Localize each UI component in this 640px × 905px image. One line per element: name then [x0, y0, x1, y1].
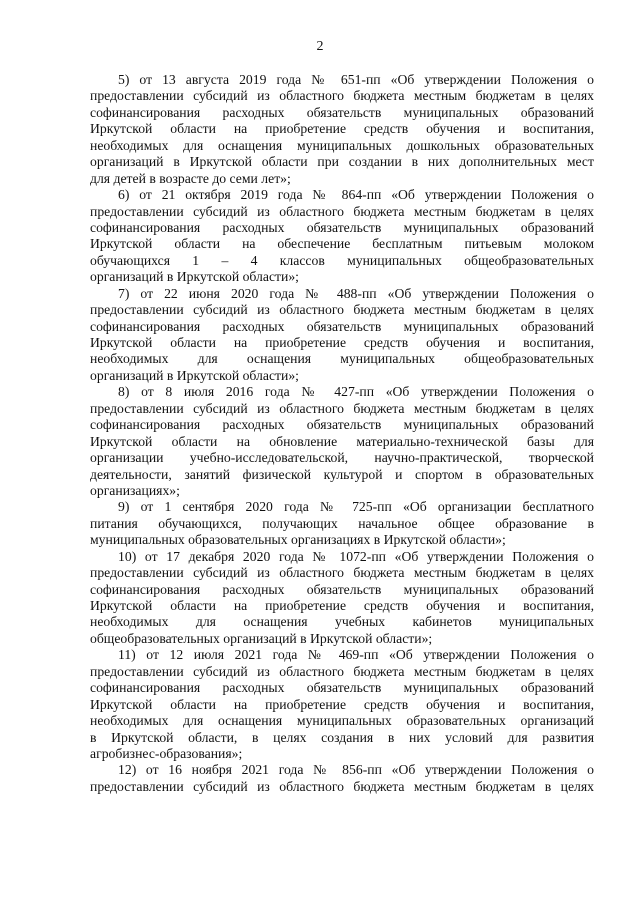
paragraph-line: общеобразовательных организаций в Иркутской области»;	[90, 630, 433, 646]
paragraph-line: софинансирования расходных обязательств муниципальных образований	[90, 680, 594, 696]
paragraph-line: предоставлении субсидий из областного бюджета местным бюджетам в целях	[90, 778, 594, 794]
paragraph-line: Иркутской области на приобретение средств обучения и воспитания,	[90, 598, 594, 613]
document-body	[90, 72, 594, 795]
list-item-paragraph	[90, 72, 594, 187]
paragraph-line: необходимых для оснащения учебных кабинетов муниципальных	[90, 614, 594, 630]
paragraph-line: деятельности, занятий физической культурой и спортом в образовательных	[90, 466, 594, 482]
paragraph-line: муниципальных образовательных организациях в Иркутской области»;	[90, 532, 506, 548]
page-number: 2	[316, 39, 324, 54]
paragraph-line: необходимых для оснащения муниципальных общеобразовательных	[90, 351, 594, 367]
paragraph-line: 5) от 13 августа 2019 года № 651-пп «Об утверждении Положения о	[118, 72, 594, 87]
paragraph-line: Иркутской области на обновление материально-технической базы для	[90, 433, 594, 449]
paragraph-line: питания обучающихся, получающих начальное общее образование в	[90, 515, 594, 531]
list-item-paragraph	[90, 762, 594, 795]
paragraph-line: предоставлении субсидий из областного бюджета местным бюджетам в целях	[90, 565, 594, 581]
paragraph-line: 12) от 16 ноября 2021 года № 856-пп «Об утверждении Положения о	[118, 762, 594, 778]
paragraph-line: организациях»;	[90, 482, 180, 498]
paragraph-line: 10) от 17 декабря 2020 года № 1072-пп «Об утверждении Положения о	[118, 548, 594, 564]
list-item-paragraph	[90, 549, 594, 648]
paragraph-line: организаций в Иркутской области»;	[90, 367, 299, 383]
paragraph-line: 6) от 21 октября 2019 года № 864-пп «Об утверждении Положения о	[118, 187, 594, 203]
list-item-paragraph	[90, 286, 594, 385]
paragraph-line: предоставлении субсидий из областного бюджета местным бюджетам в целях	[90, 302, 594, 318]
paragraph-line: 11) от 12 июля 2021 года № 469-пп «Об утверждении Положения о	[118, 647, 594, 663]
paragraph-line: 9) от 1 сентября 2020 года № 725-пп «Об организации бесплатного	[118, 499, 594, 515]
paragraph-line: софинансирования расходных обязательств муниципальных образований	[90, 104, 594, 120]
paragraph-line: организации учебно-исследовательской, научно-практической, творческой	[90, 450, 594, 466]
paragraph-line: предоставлении субсидий из областного бюджета местным бюджетам в целях	[90, 400, 594, 416]
paragraph-line: в Иркутской области, в целях создания в них условий для развития	[90, 729, 594, 745]
paragraph-line: софинансирования расходных обязательств муниципальных образований	[90, 581, 594, 597]
paragraph-line: предоставлении субсидий из областного бюджета местным бюджетам в целях	[90, 88, 594, 104]
paragraph-line: 8) от 8 июля 2016 года № 427-пп «Об утверждении Положения о	[118, 384, 594, 400]
list-item-paragraph	[90, 499, 594, 548]
paragraph-line: Иркутской области на приобретение средств обучения и воспитания,	[90, 335, 594, 350]
paragraph-line: софинансирования расходных обязательств муниципальных образований	[90, 417, 594, 433]
paragraph-line: Иркутской области на обеспечение бесплатным питьевым молоком	[90, 236, 594, 252]
paragraph-line: предоставлении субсидий из областного бюджета местным бюджетам в целях	[90, 663, 594, 679]
list-item-paragraph	[90, 384, 594, 499]
paragraph-line: софинансирования расходных обязательств муниципальных образований	[90, 318, 594, 334]
paragraph-line: организаций в Иркутской области»;	[90, 269, 299, 285]
paragraph-line: 7) от 22 июня 2020 года № 488-пп «Об утверждении Положения о	[118, 285, 594, 301]
paragraph-line: агробизнес-образования»;	[90, 745, 243, 761]
paragraph-line: для детей в возрасте до семи лет»;	[90, 170, 291, 186]
paragraph-line: обучающихся 1 – 4 классов муниципальных общеобразовательных	[90, 252, 594, 268]
paragraph-line: предоставлении субсидий из областного бюджета местным бюджетам в целях	[90, 203, 594, 219]
paragraph-line: Иркутской области на приобретение средств обучения и воспитания,	[90, 696, 594, 712]
paragraph-line: софинансирования расходных обязательств муниципальных образований	[90, 219, 594, 235]
paragraph-line: организаций в Иркутской области при создании в них дополнительных мест	[90, 154, 594, 170]
paragraph-line: необходимых для оснащения муниципальных образовательных организаций	[90, 713, 594, 729]
paragraph-line: необходимых для оснащения муниципальных дошкольных образовательных	[90, 137, 594, 153]
list-item-paragraph	[90, 187, 594, 286]
paragraph-line: Иркутской области на приобретение средств обучения и воспитания,	[90, 121, 594, 137]
list-item-paragraph	[90, 647, 594, 762]
